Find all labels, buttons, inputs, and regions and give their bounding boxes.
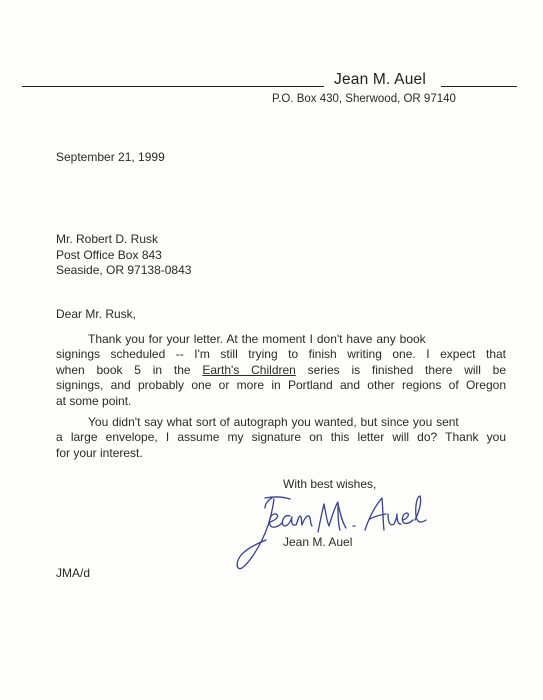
body-paragraph-1 (56, 332, 506, 409)
typist-initials: JMA/d (56, 566, 91, 580)
recipient-city: Seaside, OR 97138-0843 (56, 263, 192, 277)
letter-date: September 21, 1999 (56, 150, 165, 164)
book-series-title: Earth's Children (202, 362, 296, 377)
recipient-address-block (56, 232, 191, 279)
salutation: Dear Mr. Rusk, (56, 307, 137, 321)
paragraph-1-line-3 (56, 363, 506, 378)
letterhead-rule-left (22, 86, 324, 87)
body-paragraph-2 (56, 415, 506, 461)
paragraph-1-line-1: Thank you for your letter. At the moment I don't have any book (88, 332, 426, 346)
letterhead-rule-right (441, 86, 517, 87)
letterhead-address: P.O. Box 430, Sherwood, OR 97140 (272, 93, 456, 105)
recipient-street: Post Office Box 843 (56, 247, 162, 262)
paragraph-1-line-5: at some point. (56, 393, 132, 408)
recipient-name: Mr. Robert D. Rusk (56, 232, 159, 246)
paragraph-1-line-3-after: series is finished there will be (295, 362, 507, 377)
paragraph-2-line-2: a large envelope, I assume my signature on this letter will do? Thank you (56, 430, 506, 445)
closing: With best wishes, (283, 477, 377, 491)
paragraph-2-line-3: for your interest. (56, 445, 143, 460)
letterhead-name: Jean M. Auel (334, 71, 427, 88)
paragraph-1-line-3-before: when book 5 in the (56, 362, 203, 377)
signer-name: Jean M. Auel (283, 535, 353, 549)
paragraph-2-line-1: You didn't say what sort of autograph you wanted, but since you sent (88, 415, 459, 429)
paragraph-1-line-2: signings scheduled -- I'm still trying to finish writing one. I expect that (56, 347, 506, 362)
paragraph-1-line-4: signings, and probably one or more in Portland and other regions of Oregon (56, 378, 506, 393)
handwritten-signature (232, 492, 432, 574)
